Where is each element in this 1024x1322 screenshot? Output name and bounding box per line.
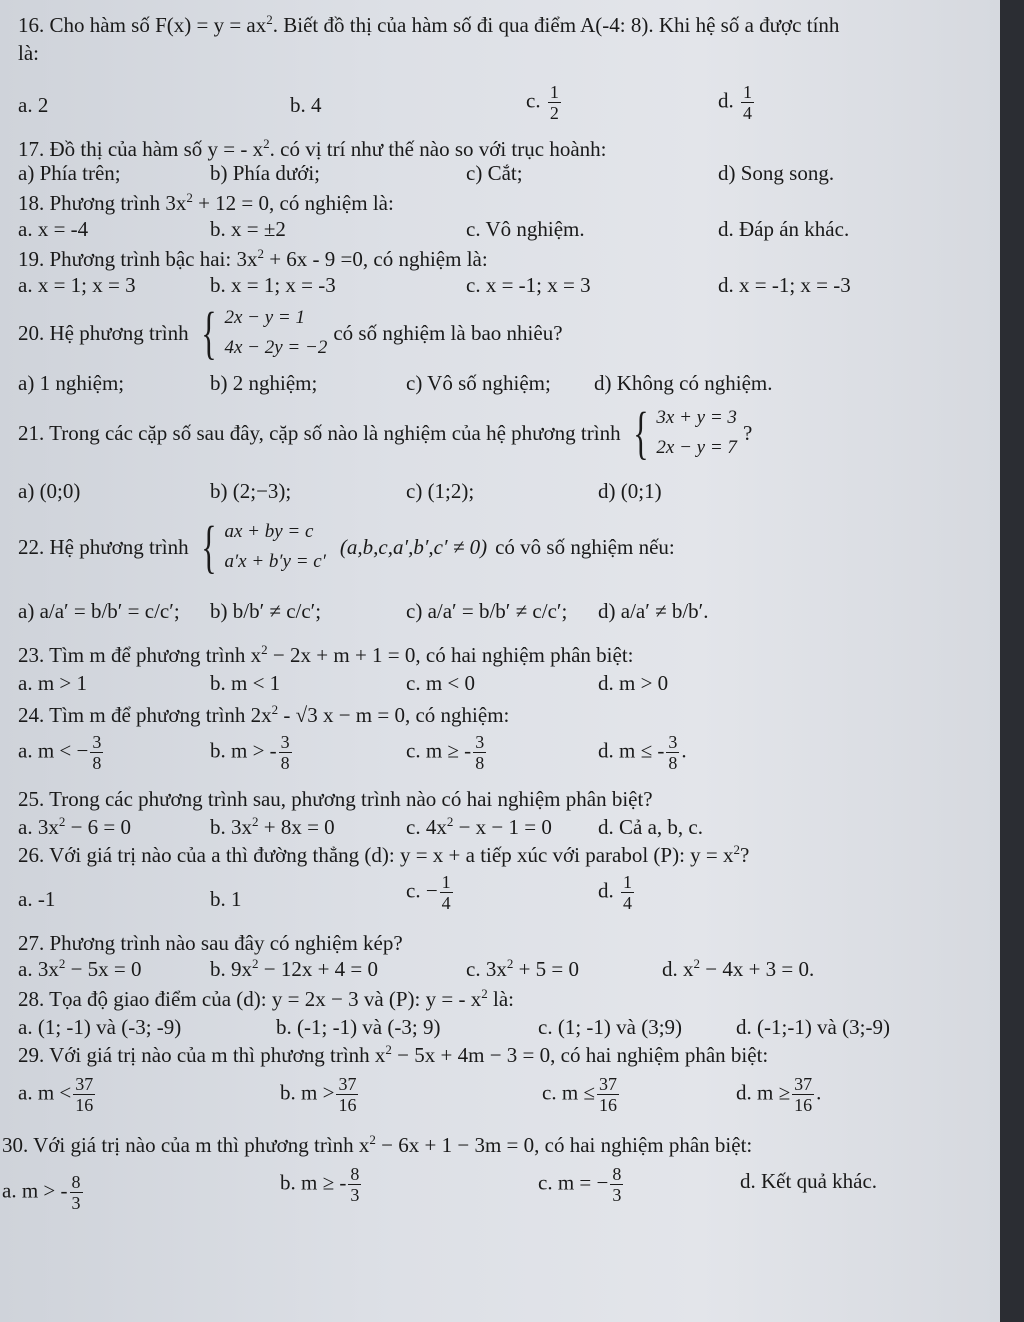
q20-stem: 20. Hệ phương trình { 2x − y = 1 4x − 2y = −2 có số nghiệm là bao nhiêu? bbox=[18, 300, 563, 365]
q24-stem: 24. Tìm m để phương trình $2x^2 - √3$ x − m = 0, có nghiệm: bbox=[18, 702, 510, 727]
q27-option-b: b. $9x^2 - 12x + 4 = 0$ bbox=[210, 956, 379, 981]
q30-option-a: a. m > - $\frac{8}{3}$ bbox=[2, 1172, 81, 1213]
q23-options bbox=[18, 670, 986, 696]
q20-option-d: d) Không có nghiệm. bbox=[594, 371, 773, 395]
q18-option-b: b. x = ±2 bbox=[210, 217, 286, 241]
q21-option-b: b) (2;−3); bbox=[210, 479, 292, 503]
q27-stem: 27. Phương trình nào sau đây có nghiệm kép? bbox=[18, 931, 403, 955]
q19-option-b: b. x = 1; x = -3 bbox=[210, 273, 336, 297]
q27-option-c: c. $3x^2 + 5 = 0$ bbox=[466, 956, 580, 981]
q18-stem: 18. Phương trình $3x^2 + 12 = 0$, có nghiệm là: bbox=[18, 190, 394, 215]
q23-option-d: d. m > 0 bbox=[598, 671, 669, 695]
q28-option-c: c. (1; -1) và (3;9) bbox=[538, 1015, 683, 1039]
q28-stem: 28. Tọa độ giao điểm của (d): y = 2x − 3 và (P): y = - $x^2$ là: bbox=[18, 986, 514, 1011]
q17-option-a: a) Phía trên; bbox=[18, 161, 121, 185]
q24-option-a: a. m < − $\frac{3}{8}$ bbox=[18, 732, 102, 773]
q22-option-a: a) a/a′ = b/b′ = c/c′; bbox=[18, 599, 180, 623]
q22-system: { ax + by = c a′x + b′y = c′ bbox=[200, 514, 326, 579]
q19-options bbox=[18, 272, 986, 298]
q27-options bbox=[18, 956, 986, 982]
q21-option-a: a) (0;0) bbox=[18, 479, 81, 503]
q20-option-c: c) Vô số nghiệm; bbox=[406, 371, 551, 395]
q26-stem: 26. Với giá trị nào của a thì đường thẳng (d): y = x + a tiếp xúc với parabol (P): $y = x^2$? bbox=[18, 842, 750, 867]
q22-option-d: d) a/a′ ≠ b/b′. bbox=[598, 599, 709, 623]
q21-system: { 3x + y = 3 2x − y = 7 bbox=[632, 400, 737, 465]
q29-stem: 29. Với giá trị nào của m thì phương trình $x^2 - 5x + 4m - 3 = 0$, có hai nghiệm phân biệt: bbox=[18, 1042, 769, 1067]
q23-option-b: b. m < 1 bbox=[210, 671, 281, 695]
q18-option-a: a. x = -4 bbox=[18, 217, 89, 241]
q25-option-d: d. Cả a, b, c. bbox=[598, 815, 703, 839]
q29-option-c: c. m ≤ $\frac{37}{16}$ bbox=[542, 1074, 617, 1115]
q30-option-b: b. m ≥ - $\frac{8}{3}$ bbox=[280, 1164, 360, 1205]
q16-stem: 16. Cho hàm số $F(x) = y = ax^2$. Biết đồ thị của hàm số đi qua điểm A(-4: 8). Khi hệ số a được tính bbox=[18, 12, 840, 37]
q22-option-b: b) b/b′ ≠ c/c′; bbox=[210, 599, 322, 623]
q23-option-a: a. m > 1 bbox=[18, 671, 87, 695]
q25-option-c: c. $4x^2 - x - 1 = 0$ bbox=[406, 814, 552, 839]
q20-option-b: b) 2 nghiệm; bbox=[210, 371, 318, 395]
q17-stem: 17. Đồ thị của hàm số y = - $x^2$. có vị trí như thế nào so với trục hoành: bbox=[18, 136, 607, 161]
q30-option-d: d. Kết quả khác. bbox=[740, 1169, 878, 1193]
q29-option-a: a. m < $\frac{37}{16}$ bbox=[18, 1074, 94, 1115]
q24-option-b: b. m > - $\frac{3}{8}$ bbox=[210, 732, 290, 773]
q17-option-d: d) Song song. bbox=[718, 161, 835, 185]
q19-option-a: a. x = 1; x = 3 bbox=[18, 273, 136, 297]
q27-option-a: a. $3x^2 - 5x = 0$ bbox=[18, 956, 142, 981]
q16-stem-cont: là: bbox=[18, 41, 39, 65]
q16-options bbox=[18, 82, 986, 132]
q26-option-d: d. $\frac{1}{4}$ bbox=[598, 872, 632, 913]
q19-option-c: c. x = -1; x = 3 bbox=[466, 273, 591, 297]
q23-option-c: c. m < 0 bbox=[406, 671, 475, 695]
q29-option-d: d. m ≥ $\frac{37}{16}$ . bbox=[736, 1074, 822, 1115]
q22-stem: 22. Hệ phương trình { ax + by = c a′x + b′y = c′ (a,b,c,a′,b′,c′ ≠ 0) có vô số nghiệm nếu: bbox=[18, 514, 675, 579]
q30-stem: 30. Với giá trị nào của m thì phương trình $x^2 - 6x + 1 - 3m = 0$, có hai nghiệm phân biệt: bbox=[2, 1132, 753, 1157]
q26-option-a: a. -1 bbox=[18, 887, 56, 911]
q20-options bbox=[18, 370, 986, 396]
q20-option-a: a) 1 nghiệm; bbox=[18, 371, 125, 395]
q21-option-c: c) (1;2); bbox=[406, 479, 475, 503]
q30-option-c: c. m = − $\frac{8}{3}$ bbox=[538, 1164, 622, 1205]
q26-option-b: b. 1 bbox=[210, 887, 242, 911]
q18-option-d: d. Đáp án khác. bbox=[718, 217, 850, 241]
q26-options bbox=[18, 872, 986, 922]
q25-option-b: b. $3x^2 + 8x = 0$ bbox=[210, 814, 335, 839]
q19-stem: 19. Phương trình bậc hai: $3x^2 + 6x - 9 =0$, có nghiệm là: bbox=[18, 246, 488, 271]
q17-option-c: c) Cắt; bbox=[466, 161, 523, 185]
q27-option-d: d. $x^2 - 4x + 3 = 0$. bbox=[662, 956, 815, 981]
q29-option-b: b. m > $\frac{37}{16}$ bbox=[280, 1074, 357, 1115]
q25-stem: 25. Trong các phương trình sau, phương trình nào có hai nghiệm phân biệt? bbox=[18, 787, 653, 811]
q21-option-d: d) (0;1) bbox=[598, 479, 662, 503]
q18-options bbox=[18, 216, 986, 242]
q29-options bbox=[18, 1074, 986, 1126]
q28-option-d: d. (-1;-1) và (3;-9) bbox=[736, 1015, 890, 1039]
q23-stem: 23. Tìm m để phương trình $x^2 - 2x + m + 1 = 0$, có hai nghiệm phân biệt: bbox=[18, 642, 634, 667]
q21-stem: 21. Trong các cặp số sau đây, cặp số nào là nghiệm của hệ phương trình { 3x + y = 3 2x − y = 7 ? bbox=[18, 400, 753, 465]
q19-option-d: d. x = -1; x = -3 bbox=[718, 273, 851, 297]
q18-option-c: c. Vô nghiệm. bbox=[466, 217, 585, 241]
q20-system: { 2x − y = 1 4x − 2y = −2 bbox=[200, 300, 328, 365]
q25-options bbox=[18, 814, 986, 840]
q28-option-b: b. (-1; -1) và (-3; 9) bbox=[276, 1015, 441, 1039]
q16-option-b: b. 4 bbox=[290, 93, 322, 117]
q17-option-b: b) Phía dưới; bbox=[210, 161, 320, 185]
q17-options bbox=[18, 160, 986, 186]
q24-option-c: c. m ≥ - $\frac{3}{8}$ bbox=[406, 732, 485, 773]
q16-option-d: d. $\frac{1}{4}$ bbox=[718, 82, 752, 123]
q21-options bbox=[18, 478, 986, 504]
q26-option-c: c. − $\frac{1}{4}$ bbox=[406, 872, 451, 913]
q28-options bbox=[18, 1014, 986, 1040]
q24-option-d: d. m ≤ - $\frac{3}{8}$ . bbox=[598, 732, 687, 773]
q28-option-a: a. (1; -1) và (-3; -9) bbox=[18, 1015, 182, 1039]
q22-options bbox=[18, 598, 986, 628]
q16-option-c: c. $\frac{1}{2}$ bbox=[526, 82, 559, 123]
q24-options bbox=[18, 732, 986, 782]
q25-option-a: a. $3x^2 - 6 = 0$ bbox=[18, 814, 132, 839]
q30-options bbox=[2, 1164, 986, 1220]
q16-option-a: a. 2 bbox=[18, 93, 49, 117]
q22-option-c: c) a/a′ = b/b′ ≠ c/c′; bbox=[406, 599, 568, 623]
